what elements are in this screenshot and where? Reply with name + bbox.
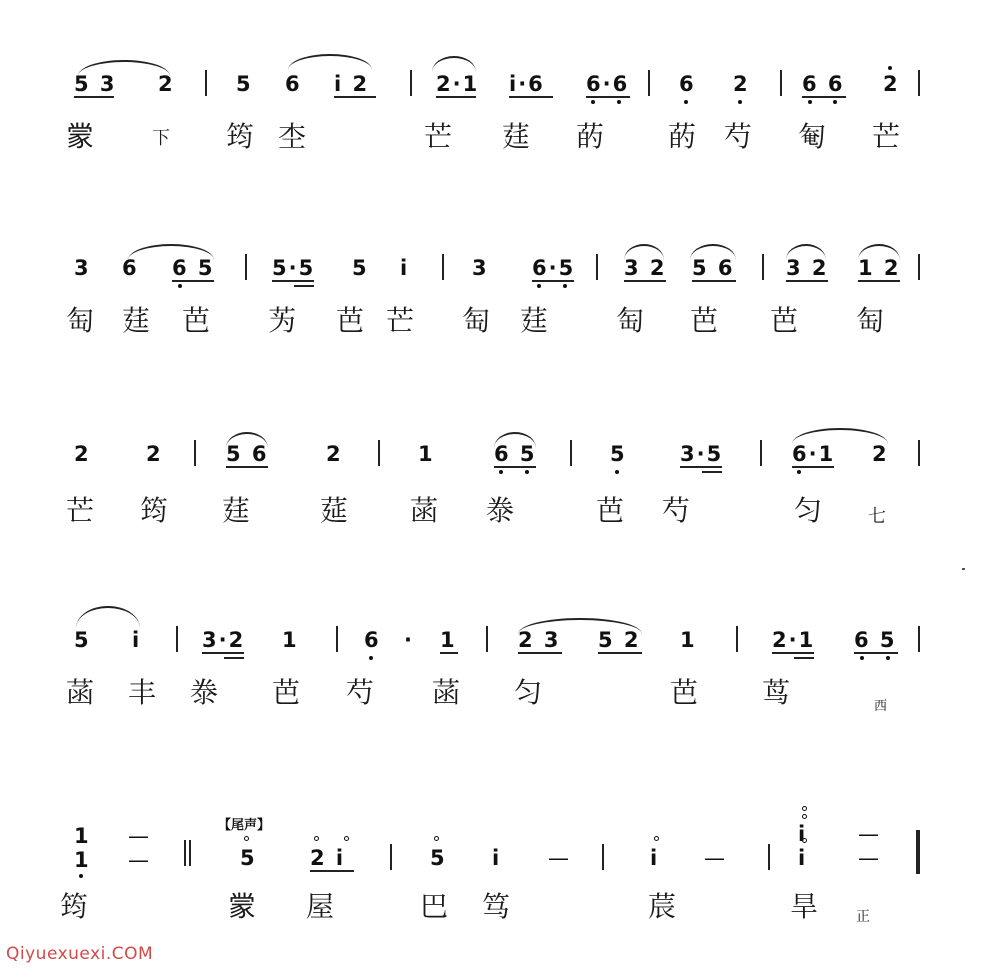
barline xyxy=(918,626,920,652)
octave-circle xyxy=(654,836,659,841)
tab-char: 𣳾 xyxy=(190,676,219,709)
octave-dot xyxy=(617,100,621,104)
tab-char: 芭 xyxy=(336,304,365,337)
underline xyxy=(494,466,536,468)
tab-char: 丰 xyxy=(128,676,157,709)
section-label: 【尾声】 xyxy=(218,818,271,833)
barline xyxy=(486,626,488,652)
tab-char: 菡 xyxy=(432,676,461,709)
tab-char: 芭 xyxy=(770,304,799,337)
tab-char: 芭 xyxy=(690,304,719,337)
underline xyxy=(272,280,314,282)
note: 2 xyxy=(74,442,91,466)
underline xyxy=(172,280,214,282)
note: 1 2 xyxy=(858,256,901,280)
underline xyxy=(802,96,846,98)
octave-dot xyxy=(178,284,182,288)
note: 6·5 xyxy=(532,256,576,280)
tab-char: 正 xyxy=(856,909,870,925)
note: 3 xyxy=(74,256,91,280)
underline xyxy=(294,285,314,287)
watermark: Qiyuexuexi.COM xyxy=(6,944,154,964)
octave-circle xyxy=(344,836,349,841)
underline xyxy=(598,652,642,654)
barline xyxy=(918,440,920,466)
octave-dot xyxy=(537,284,541,288)
tab-char: 莀 xyxy=(648,890,677,923)
underline xyxy=(680,466,722,468)
note: 2 3 xyxy=(518,628,561,652)
octave-circle xyxy=(244,836,249,841)
underline xyxy=(440,652,458,654)
note: 2·1 xyxy=(436,72,480,96)
note: i·6 xyxy=(509,72,545,96)
tab-char: 莛 xyxy=(502,120,531,153)
octave-circle xyxy=(802,838,807,843)
barline xyxy=(736,626,738,652)
note: 3 2 xyxy=(786,256,829,280)
tab-char: 匀 xyxy=(514,676,543,709)
barline xyxy=(918,70,920,96)
note: 6 xyxy=(285,72,302,96)
tab-char: 芒 xyxy=(386,304,415,337)
tab-char: 芍 xyxy=(662,494,691,527)
note: 6·1 xyxy=(792,442,836,466)
tab-char: 菡 xyxy=(410,494,439,527)
tab-char: 西 xyxy=(874,699,888,714)
tab-char: 七 xyxy=(868,506,886,527)
tab-char: 巴 xyxy=(420,890,449,923)
barline xyxy=(918,254,920,280)
note: i xyxy=(798,846,808,870)
tab-char: 旱 xyxy=(790,890,819,923)
note: 6 xyxy=(364,628,381,652)
note: i xyxy=(400,256,410,280)
note: 2 xyxy=(733,72,750,96)
note: 3 2 xyxy=(624,256,667,280)
tab-char: 𫇭 xyxy=(268,304,297,337)
note: 6 5 xyxy=(172,256,215,280)
tab-char: 匋 xyxy=(462,304,491,337)
octave-dot xyxy=(563,284,567,288)
tab-char: 筠 xyxy=(226,120,255,153)
underline xyxy=(74,96,114,98)
tab-char: 芭 xyxy=(670,676,699,709)
barline xyxy=(176,626,178,652)
tab-char: 匋 xyxy=(66,304,95,337)
note: 5 6 xyxy=(226,442,269,466)
note: 1 xyxy=(74,824,91,848)
tab-char: 笃 xyxy=(482,890,511,923)
barline xyxy=(245,254,247,280)
tab-char: 屋 xyxy=(306,890,335,923)
note: 3·5 xyxy=(680,442,724,466)
underline xyxy=(509,96,553,98)
barline xyxy=(762,254,764,280)
note: 5 3 xyxy=(74,72,117,96)
underline xyxy=(772,652,814,654)
note: — xyxy=(548,846,571,870)
octave-dot xyxy=(888,66,892,70)
note: 6 5 xyxy=(494,442,537,466)
note: i xyxy=(132,628,142,652)
octave-dot xyxy=(591,100,595,104)
final-barline xyxy=(916,830,920,874)
note: 1 xyxy=(282,628,299,652)
note: 1 xyxy=(418,442,435,466)
slur xyxy=(76,606,140,628)
octave-dot xyxy=(499,470,503,474)
octave-dot xyxy=(684,100,688,104)
note: 2 i xyxy=(310,846,346,870)
note: i xyxy=(492,846,502,870)
octave-dot xyxy=(797,470,801,474)
note: 2 xyxy=(326,442,343,466)
note: 5·5 xyxy=(272,256,316,280)
note: — xyxy=(858,846,881,870)
octave-dot xyxy=(615,470,619,474)
note: 2 xyxy=(146,442,163,466)
tab-char: 莚 xyxy=(320,494,349,527)
octave-dot xyxy=(860,656,864,660)
tab-char: 𫎇 xyxy=(228,890,257,923)
octave-dot xyxy=(79,874,83,878)
octave-dot xyxy=(369,656,373,660)
note: — xyxy=(128,824,151,848)
barline xyxy=(648,70,650,96)
note: 6 xyxy=(122,256,139,280)
note: 1 xyxy=(440,628,457,652)
note: — xyxy=(858,822,881,846)
underline xyxy=(786,280,828,282)
octave-dot xyxy=(886,656,890,660)
barline xyxy=(390,844,392,870)
barline xyxy=(768,844,770,870)
tab-char: 芒 xyxy=(872,120,901,153)
note: i xyxy=(650,846,660,870)
barline xyxy=(602,844,604,870)
underline xyxy=(518,652,562,654)
underline xyxy=(202,652,244,654)
octave-circle xyxy=(802,806,807,811)
note: 5 xyxy=(240,846,257,870)
tab-char: 芭 xyxy=(596,494,625,527)
note: 1 xyxy=(74,848,91,872)
tab-char: 匎 xyxy=(798,120,827,153)
underline xyxy=(624,280,666,282)
note: 5 6 xyxy=(692,256,735,280)
note: 2·1 xyxy=(772,628,816,652)
note: — xyxy=(704,846,727,870)
barline xyxy=(596,254,598,280)
double-barline xyxy=(184,840,186,866)
note: 5 xyxy=(236,72,253,96)
barline xyxy=(378,440,380,466)
underline xyxy=(692,280,736,282)
note: i xyxy=(798,822,808,846)
underline xyxy=(334,96,376,98)
note: 1 xyxy=(680,628,697,652)
barline xyxy=(194,440,196,466)
note: 2 xyxy=(883,72,900,96)
underline xyxy=(310,870,354,872)
tab-char: 菂 xyxy=(668,120,697,153)
tab-char: 杢 xyxy=(278,120,307,153)
note: 2 xyxy=(158,72,175,96)
octave-circle xyxy=(434,836,439,841)
barline xyxy=(336,626,338,652)
note: 6·6 xyxy=(586,72,630,96)
tab-char: 𣳾 xyxy=(486,494,515,527)
tab-char: 莛 xyxy=(222,494,251,527)
tab-char: 莛 xyxy=(520,304,549,337)
tab-char: 筠 xyxy=(60,890,89,923)
tab-char: 芒 xyxy=(424,120,453,153)
underline xyxy=(792,466,834,468)
tab-char: 茑 xyxy=(762,676,791,709)
note: 2 xyxy=(872,442,889,466)
tab-char: 下 xyxy=(152,128,170,149)
octave-dot xyxy=(833,100,837,104)
octave-circle xyxy=(314,836,319,841)
barline xyxy=(570,440,572,466)
barline xyxy=(442,254,444,280)
tab-char: 筠 xyxy=(140,494,169,527)
tab-char: 匀 xyxy=(794,494,823,527)
underline xyxy=(794,657,814,659)
underline xyxy=(854,652,898,654)
note: 5 xyxy=(610,442,627,466)
tab-char: 菂 xyxy=(576,120,605,153)
barline xyxy=(410,70,412,96)
note: 5 xyxy=(74,628,91,652)
note: 3 xyxy=(472,256,489,280)
tab-char: 芭 xyxy=(182,304,211,337)
tab-char: 芍 xyxy=(724,120,753,153)
octave-dot xyxy=(808,100,812,104)
note: 3·2 xyxy=(202,628,246,652)
note: 5 xyxy=(352,256,369,280)
underline xyxy=(436,96,476,98)
underline xyxy=(858,280,900,282)
tab-char: 𫎇 xyxy=(66,120,95,153)
underline xyxy=(532,280,574,282)
octave-dot xyxy=(738,100,742,104)
octave-dot xyxy=(525,470,529,474)
slur xyxy=(288,54,372,70)
underline xyxy=(224,657,244,659)
barline xyxy=(780,70,782,96)
tab-char: 菡 xyxy=(66,676,95,709)
barline xyxy=(205,70,207,96)
tab-char: 芭 xyxy=(272,676,301,709)
note: — xyxy=(128,848,151,872)
slur xyxy=(432,56,476,72)
tab-char: 匋 xyxy=(856,304,885,337)
underline xyxy=(226,466,268,468)
note: i 2 xyxy=(334,72,370,96)
scan-speck xyxy=(962,568,965,570)
note: · xyxy=(404,628,414,652)
note: 5 xyxy=(430,846,447,870)
tab-char: 匋 xyxy=(616,304,645,337)
note: 6 6 xyxy=(802,72,845,96)
octave-circle xyxy=(802,814,807,819)
barline xyxy=(760,440,762,466)
note: 6 xyxy=(679,72,696,96)
underline xyxy=(702,471,722,473)
tab-char: 芍 xyxy=(346,676,375,709)
tab-char: 芒 xyxy=(66,494,95,527)
note: 5 2 xyxy=(598,628,641,652)
underline xyxy=(586,96,630,98)
tab-char: 莛 xyxy=(122,304,151,337)
note: 6 5 xyxy=(854,628,897,652)
